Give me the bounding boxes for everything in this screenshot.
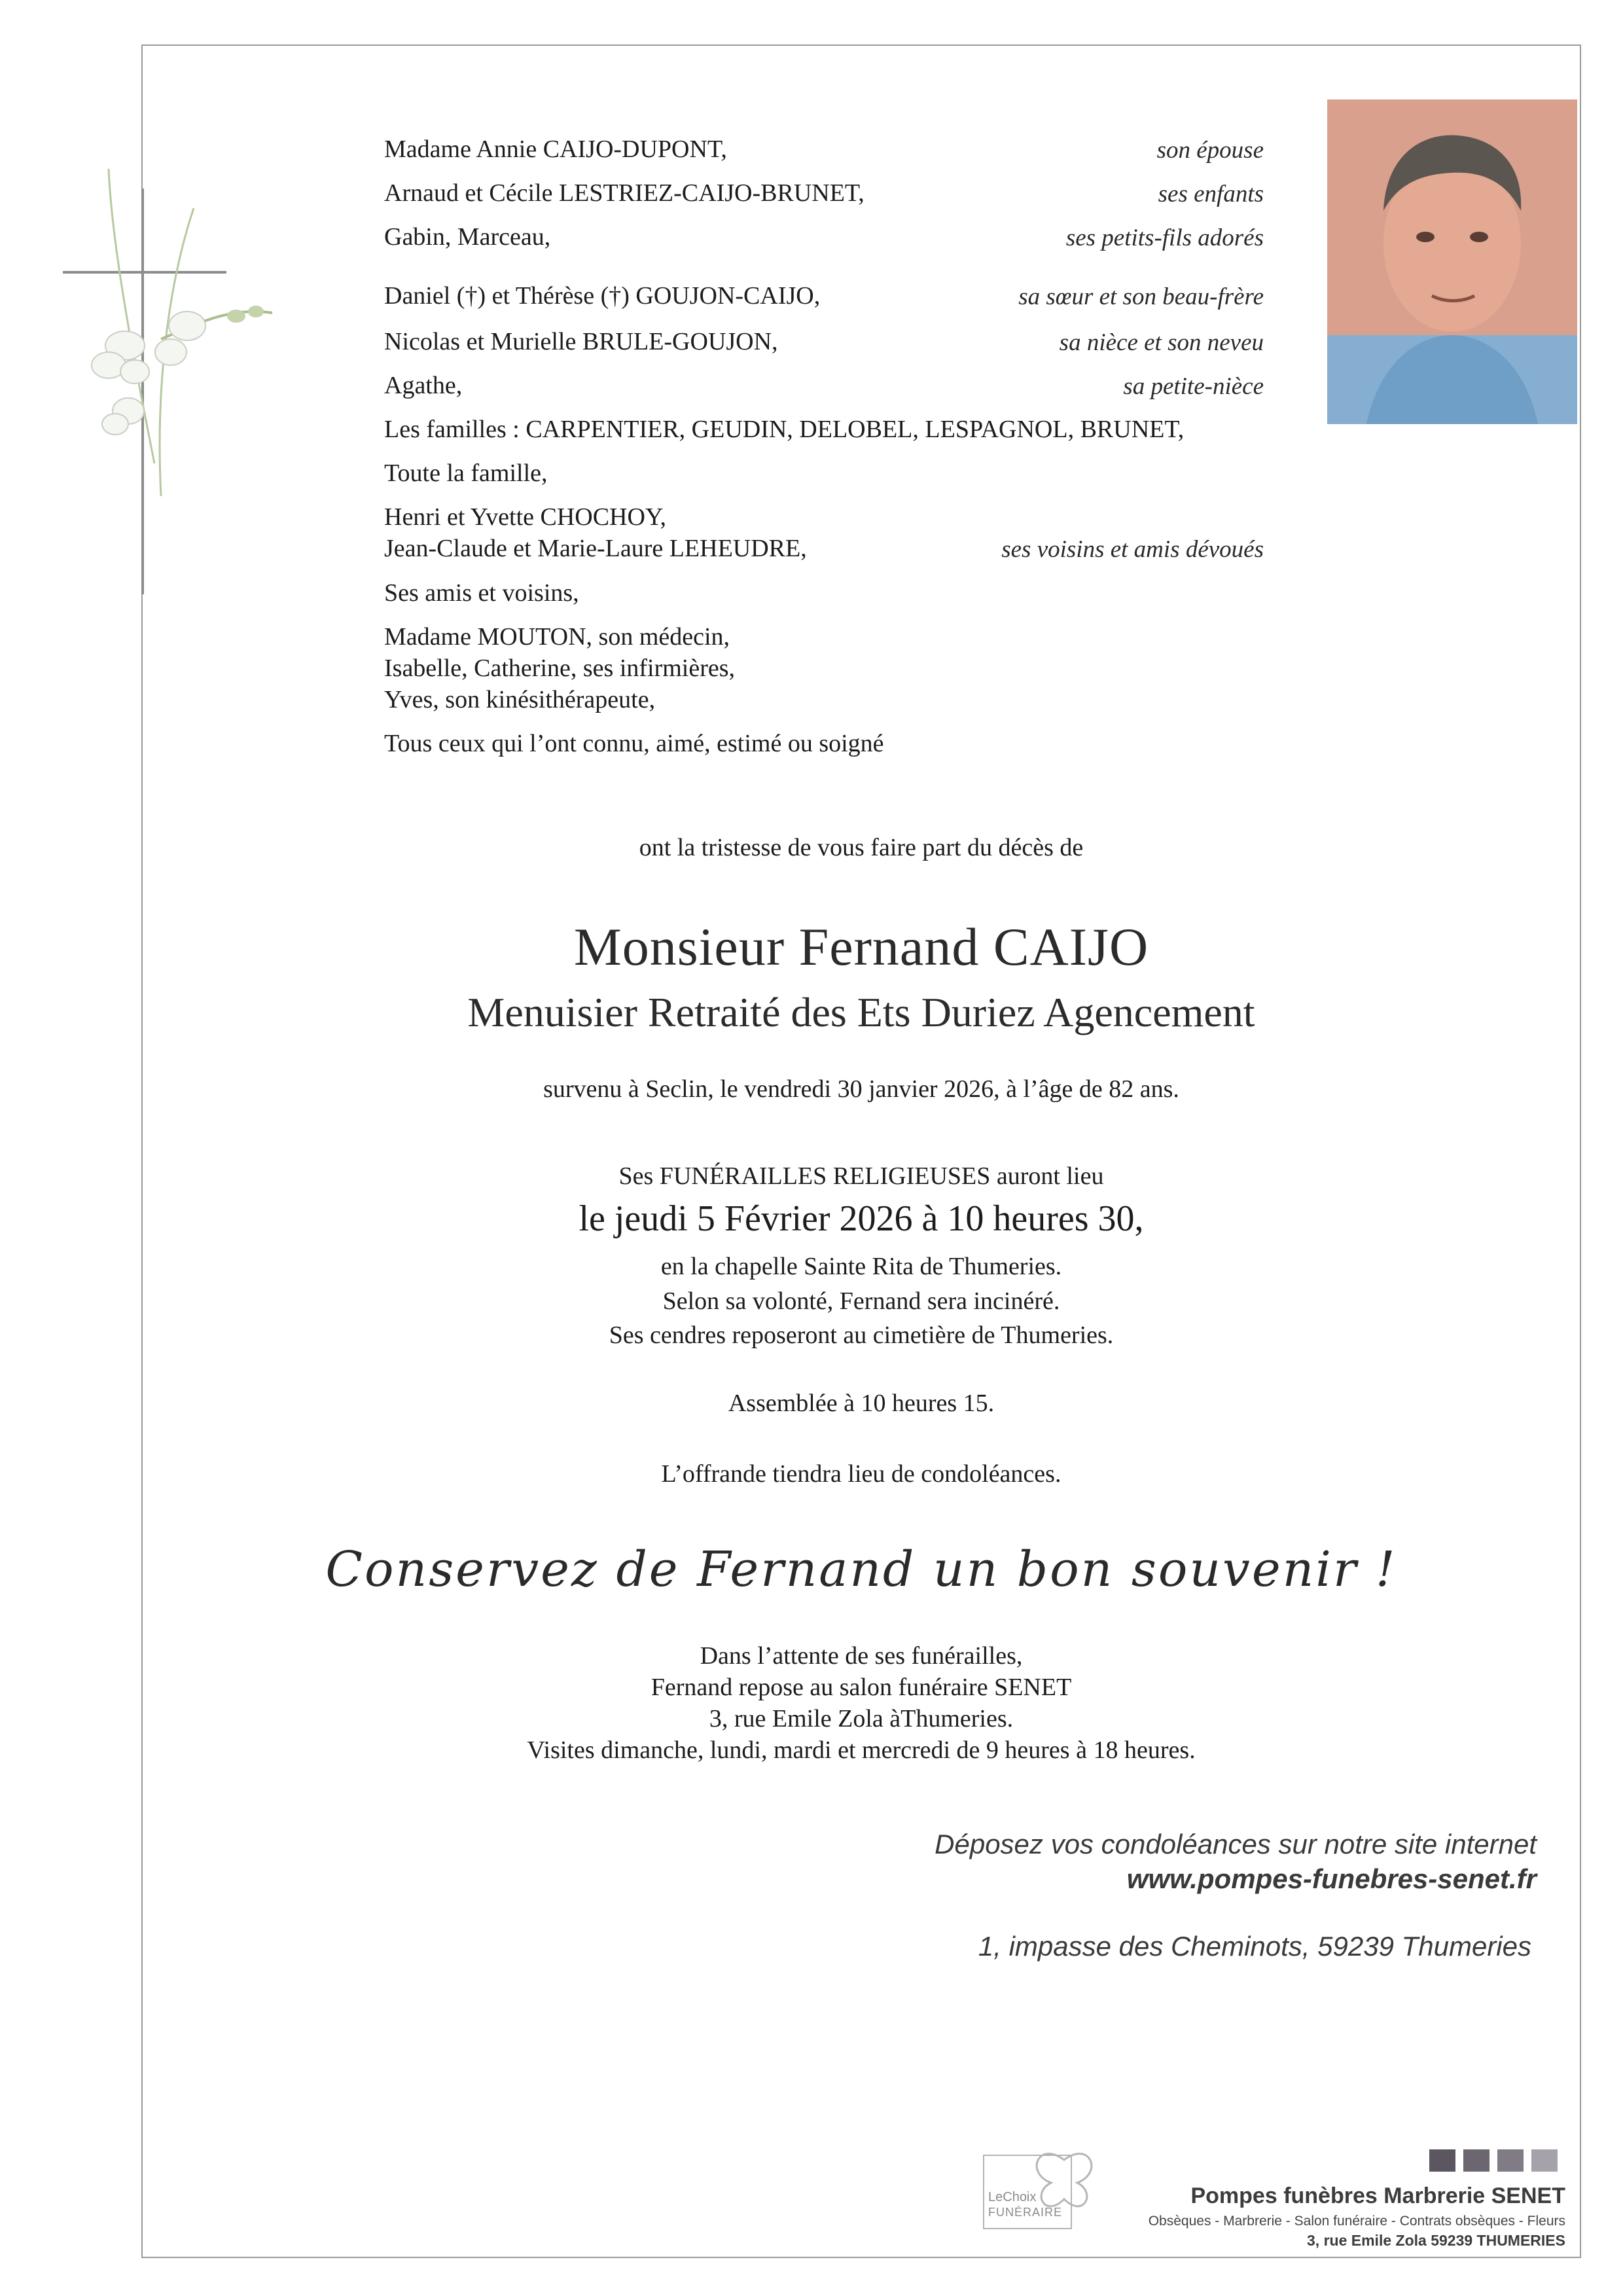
visits-line: Fernand repose au salon funéraire SENET	[651, 1674, 1072, 1701]
announcement-intro: ont la tristesse de vous faire part du décès de	[639, 834, 1084, 861]
family-relation: son épouse	[1156, 137, 1264, 164]
brand-square	[1429, 2149, 1455, 2172]
family-name: Isabelle, Catherine, ses infirmières,	[384, 655, 736, 682]
death-info: survenu à Seclin, le vendredi 30 janvier 2026, à l’âge de 82 ans.	[543, 1075, 1179, 1103]
funeral-ashes: Ses cendres reposeront au cimetière de Thumeries.	[609, 1321, 1114, 1349]
family-name: Madame Annie CAIJO-DUPONT,	[384, 135, 727, 163]
memory-quote: Conservez de Fernand un bon souvenir !	[325, 1541, 1397, 1598]
family-name: Jean-Claude et Marie-Laure LEHEUDRE,	[384, 535, 807, 562]
visits-line: Dans l’attente de ses funérailles,	[700, 1642, 1023, 1670]
family-relation: ses voisins et amis dévoués	[1001, 536, 1264, 563]
funeral-offering: L’offrande tiendra lieu de condoléances.	[661, 1460, 1061, 1488]
company-services: Obsèques - Marbrerie - Salon funéraire - Contrats obsèques - Fleurs	[1148, 2214, 1565, 2229]
family-name: Nicolas et Murielle BRULE-GOUJON,	[384, 328, 778, 355]
brand-square	[1463, 2149, 1489, 2172]
family-relation: sa petite-nièce	[1123, 373, 1264, 400]
visits-line: 3, rue Emile Zola àThumeries.	[709, 1705, 1014, 1732]
family-name: Daniel (†) et Thérèse (†) GOUJON-CAIJO,	[384, 282, 821, 310]
funeral-place: en la chapelle Sainte Rita de Thumeries.	[660, 1253, 1062, 1280]
family-relation: sa sœur et son beau-frère	[1018, 283, 1264, 310]
deceased-name: Monsieur Fernand CAIJO	[573, 917, 1149, 977]
family-name: Les familles : CARPENTIER, GEUDIN, DELOBEL, LESPAGNOL, BRUNET,	[384, 416, 1185, 443]
family-name: Tous ceux qui l’ont connu, aimé, estimé ou soigné	[384, 730, 884, 757]
family-relation: ses petits-fils adorés	[1065, 224, 1264, 251]
family-name: Arnaud et Cécile LESTRIEZ-CAIJO-BRUNET,	[384, 179, 865, 207]
logo-text: LeChoix	[988, 2190, 1037, 2204]
company-address: 1, impasse des Cheminots, 59239 Thumeries	[978, 1931, 1531, 1962]
logo-text: FUNÉRAIRE	[988, 2206, 1063, 2219]
family-name: Yves, son kinésithérapeute,	[384, 686, 656, 713]
funeral-heading: Ses FUNÉRAILLES RELIGIEUSES auront lieu	[618, 1162, 1104, 1190]
visits-line: Visites dimanche, lundi, mardi et mercredi de 9 heures à 18 heures.	[527, 1736, 1196, 1764]
company-name: Pompes funèbres Marbrerie SENET	[1190, 2183, 1565, 2208]
deceased-occupation: Menuisier Retraité des Ets Duriez Agencement	[467, 989, 1255, 1035]
funeral-date-time: le jeudi 5 Février 2026 à 10 heures 30,	[579, 1198, 1144, 1239]
family-name: Gabin, Marceau,	[384, 223, 551, 251]
family-name: Agathe,	[384, 372, 463, 399]
family-relation: sa nièce et son neveu	[1059, 329, 1264, 356]
brand-square	[1531, 2149, 1558, 2172]
family-name: Madame MOUTON, son médecin,	[384, 623, 730, 651]
family-name: Ses amis et voisins,	[384, 579, 579, 607]
family-name: Henri et Yvette CHOCHOY,	[384, 503, 667, 531]
cross-orchid-icon	[63, 169, 292, 601]
portrait-photo	[1327, 99, 1577, 424]
condolences-text: Déposez vos condoléances sur notre site internet	[935, 1829, 1537, 1859]
brand-square	[1497, 2149, 1524, 2172]
funeral-assembly: Assemblée à 10 heures 15.	[728, 1390, 995, 1417]
lechoix-logo	[983, 2155, 1072, 2229]
family-name: Toute la famille,	[384, 459, 548, 487]
website-link[interactable]: www.pompes-funebres-senet.fr	[1126, 1863, 1537, 1894]
footer-address: 3, rue Emile Zola 59239 THUMERIES	[1307, 2232, 1565, 2249]
portrait-image	[1327, 99, 1577, 424]
family-relation: ses enfants	[1158, 181, 1264, 207]
funeral-cremation: Selon sa volonté, Fernand sera incinéré.	[662, 1287, 1060, 1315]
